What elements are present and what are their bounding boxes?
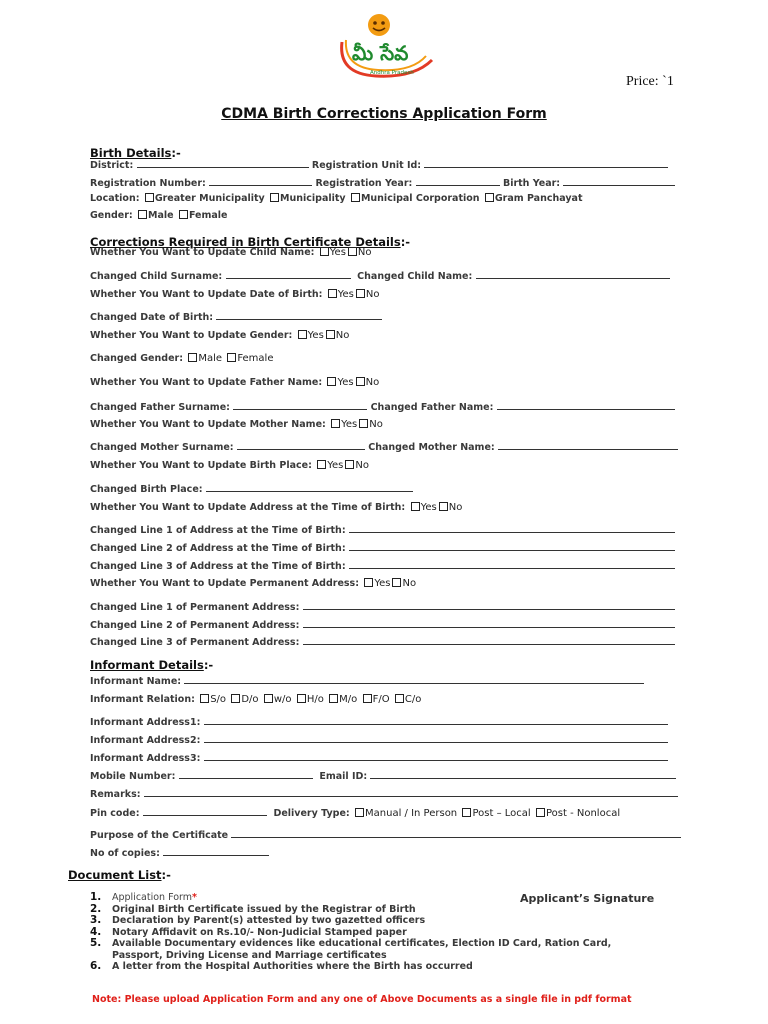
location-row: Location: Greater Municipality Municipality Municipal Corporation Gram Panchayat bbox=[90, 193, 583, 204]
meeseva-logo bbox=[336, 12, 440, 84]
pin-delivery-row: Pin code: Delivery Type: Manual / In Person Post – Local Post - Nonlocal bbox=[90, 808, 621, 819]
q-birth-place-row: Whether You Want to Update Birth Place: Yes No bbox=[90, 460, 369, 471]
delivery-post-local-checkbox[interactable] bbox=[462, 808, 471, 817]
copies-row: No of copies: bbox=[90, 846, 269, 859]
document-item: Passport, Driving License and Marriage certificates bbox=[112, 949, 387, 961]
logo-text: మీ సేవ bbox=[352, 41, 409, 65]
address-birth-line3-row: Changed Line 3 of Address at the Time of Birth: bbox=[90, 559, 675, 572]
gender-female-checkbox[interactable] bbox=[179, 210, 188, 219]
father-name-input[interactable] bbox=[497, 400, 675, 410]
q-child-name-row: Whether You Want to Update Child Name: Yes No bbox=[90, 247, 372, 258]
registration-unit-input[interactable] bbox=[424, 158, 668, 168]
informant-address2-row: Informant Address2: bbox=[90, 733, 668, 746]
corrections-heading: Corrections Required in Birth Certificate Details:- bbox=[90, 235, 411, 249]
changed-gender-male-checkbox[interactable] bbox=[188, 353, 197, 362]
mother-no-checkbox[interactable] bbox=[359, 419, 368, 428]
father-no-checkbox[interactable] bbox=[356, 377, 365, 386]
changed-birth-place-input[interactable] bbox=[206, 482, 413, 492]
informant-relation-row: Informant Relation: S/o D/o w/o H/o M/o F/O C/o bbox=[90, 694, 422, 705]
mother-name-row: Changed Mother Surname: Changed Mother Name: bbox=[90, 440, 678, 453]
changed-birth-place-row: Changed Birth Place: bbox=[90, 482, 413, 495]
form-title: CDMA Birth Corrections Application Form bbox=[221, 106, 547, 122]
informant-address1-row: Informant Address1: bbox=[90, 715, 668, 728]
child-name-row: Changed Child Surname: Changed Child Name: bbox=[90, 269, 670, 282]
q-father-row: Whether You Want to Update Father Name: Yes No bbox=[90, 377, 380, 388]
location-gram-panchayat-checkbox[interactable] bbox=[485, 193, 494, 202]
permanent-address-no-checkbox[interactable] bbox=[392, 578, 401, 587]
upload-note: Note: Please upload Application Form and any one of Above Documents as a single file in pdf format bbox=[92, 994, 632, 1005]
informant-address1-input[interactable] bbox=[204, 715, 668, 725]
delivery-post-nonlocal-checkbox[interactable] bbox=[536, 808, 545, 817]
changed-gender-female-checkbox[interactable] bbox=[227, 353, 236, 362]
child-name-input[interactable] bbox=[476, 269, 670, 279]
registration-row: Registration Number: Registration Year: Birth Year: bbox=[90, 176, 675, 189]
document-item: 3. Declaration by Parent(s) attested by two gazetted officers bbox=[90, 914, 426, 926]
registration-number-input[interactable] bbox=[209, 176, 312, 186]
q-dob-row: Whether You Want to Update Date of Birth: Yes No bbox=[90, 289, 380, 300]
mother-surname-input[interactable] bbox=[237, 440, 365, 450]
father-name-row: Changed Father Surname: Changed Father Name: bbox=[90, 400, 675, 413]
location-greater-municipality-checkbox[interactable] bbox=[145, 193, 154, 202]
document-item: 1. Application Form* bbox=[90, 891, 197, 903]
informant-address2-input[interactable] bbox=[204, 733, 668, 743]
birth-details-heading: Birth Details:- bbox=[90, 146, 181, 160]
district-row: District: Registration Unit Id: bbox=[90, 158, 668, 171]
father-surname-input[interactable] bbox=[233, 400, 367, 410]
dob-yes-checkbox[interactable] bbox=[328, 289, 337, 298]
location-municipality-checkbox[interactable] bbox=[270, 193, 279, 202]
relation-so-checkbox[interactable] bbox=[200, 694, 209, 703]
q-mother-row: Whether You Want to Update Mother Name: Yes No bbox=[90, 419, 383, 430]
mother-name-input[interactable] bbox=[498, 440, 678, 450]
address-birth-line1-input[interactable] bbox=[349, 523, 675, 533]
pin-code-input[interactable] bbox=[143, 806, 267, 816]
address-birth-no-checkbox[interactable] bbox=[439, 502, 448, 511]
applicant-signature-label: Applicant’s Signature bbox=[520, 892, 655, 905]
address-birth-yes-checkbox[interactable] bbox=[411, 502, 420, 511]
dob-no-checkbox[interactable] bbox=[356, 289, 365, 298]
permanent-line3-row: Changed Line 3 of Permanent Address: bbox=[90, 635, 675, 648]
document-item: 6. A letter from the Hospital Authorities where the Birth has occurred bbox=[90, 960, 473, 972]
permanent-line1-row: Changed Line 1 of Permanent Address: bbox=[90, 600, 675, 613]
remarks-row: Remarks: bbox=[90, 787, 678, 800]
address-birth-line2-input[interactable] bbox=[349, 541, 675, 551]
document-item: 4. Notary Affidavit on Rs.10/- Non-Judicial Stamped paper bbox=[90, 925, 407, 938]
child-name-no-checkbox[interactable] bbox=[348, 247, 357, 256]
price-label: Price: `1 bbox=[626, 74, 674, 89]
q-permanent-address-row: Whether You Want to Update Permanent Address: Yes No bbox=[90, 578, 417, 589]
relation-mo-checkbox[interactable] bbox=[329, 694, 338, 703]
informant-address3-row: Informant Address3: bbox=[90, 751, 668, 764]
location-municipal-corporation-checkbox[interactable] bbox=[351, 193, 360, 202]
gender-update-yes-checkbox[interactable] bbox=[298, 330, 307, 339]
copies-input[interactable] bbox=[163, 846, 269, 856]
child-surname-input[interactable] bbox=[226, 269, 351, 279]
informant-name-row: Informant Name: bbox=[90, 674, 644, 687]
permanent-line1-input[interactable] bbox=[303, 600, 675, 610]
document-item: 5. Available Documentary evidences like educational certificates, Election ID Card, Ration Card, bbox=[90, 937, 612, 949]
relation-fo-checkbox[interactable] bbox=[363, 694, 372, 703]
birth-year-input[interactable] bbox=[563, 176, 675, 186]
gender-male-checkbox[interactable] bbox=[138, 210, 147, 219]
address-birth-line3-input[interactable] bbox=[349, 559, 675, 569]
address-birth-line2-row: Changed Line 2 of Address at the Time of Birth: bbox=[90, 541, 675, 554]
purpose-input[interactable] bbox=[231, 828, 681, 838]
permanent-line2-row: Changed Line 2 of Permanent Address: bbox=[90, 618, 675, 631]
changed-dob-input[interactable] bbox=[216, 310, 382, 320]
father-yes-checkbox[interactable] bbox=[327, 377, 336, 386]
delivery-manual-checkbox[interactable] bbox=[355, 808, 364, 817]
remarks-input[interactable] bbox=[144, 787, 678, 797]
email-input[interactable] bbox=[370, 769, 676, 779]
district-input[interactable] bbox=[137, 158, 309, 168]
changed-dob-row: Changed Date of Birth: bbox=[90, 310, 382, 323]
informant-address3-input[interactable] bbox=[204, 751, 668, 761]
gender-update-no-checkbox[interactable] bbox=[326, 330, 335, 339]
child-name-yes-checkbox[interactable] bbox=[320, 247, 329, 256]
q-address-birth-row: Whether You Want to Update Address at the Time of Birth: Yes No bbox=[90, 502, 463, 513]
address-birth-line1-row: Changed Line 1 of Address at the Time of Birth: bbox=[90, 523, 675, 536]
informant-name-input[interactable] bbox=[184, 674, 644, 684]
gender-row: Gender: Male Female bbox=[90, 210, 228, 221]
relation-co-checkbox[interactable] bbox=[395, 694, 404, 703]
document-item: 2. Original Birth Certificate issued by the Registrar of Birth bbox=[90, 902, 416, 915]
birth-place-no-checkbox[interactable] bbox=[345, 460, 354, 469]
changed-gender-row: Changed Gender: Male Female bbox=[90, 353, 274, 364]
informant-heading: Informant Details:- bbox=[90, 658, 214, 672]
document-list-heading: Document List:- bbox=[68, 868, 171, 882]
birth-place-yes-checkbox[interactable] bbox=[317, 460, 326, 469]
permanent-line2-input[interactable] bbox=[303, 618, 675, 628]
permanent-address-yes-checkbox[interactable] bbox=[364, 578, 373, 587]
relation-do-checkbox[interactable] bbox=[231, 694, 240, 703]
registration-year-input[interactable] bbox=[416, 176, 500, 186]
mobile-email-row: Mobile Number: Email ID: bbox=[90, 769, 676, 782]
mother-yes-checkbox[interactable] bbox=[331, 419, 340, 428]
q-gender-row: Whether You Want to Update Gender: Yes No bbox=[90, 330, 350, 341]
mobile-number-input[interactable] bbox=[179, 769, 313, 779]
relation-ho-checkbox[interactable] bbox=[297, 694, 306, 703]
relation-wo-checkbox[interactable] bbox=[264, 694, 273, 703]
logo-subtext: Andhra Pradesh bbox=[370, 70, 414, 76]
permanent-line3-input[interactable] bbox=[303, 635, 675, 645]
purpose-row: Purpose of the Certificate bbox=[90, 828, 681, 841]
